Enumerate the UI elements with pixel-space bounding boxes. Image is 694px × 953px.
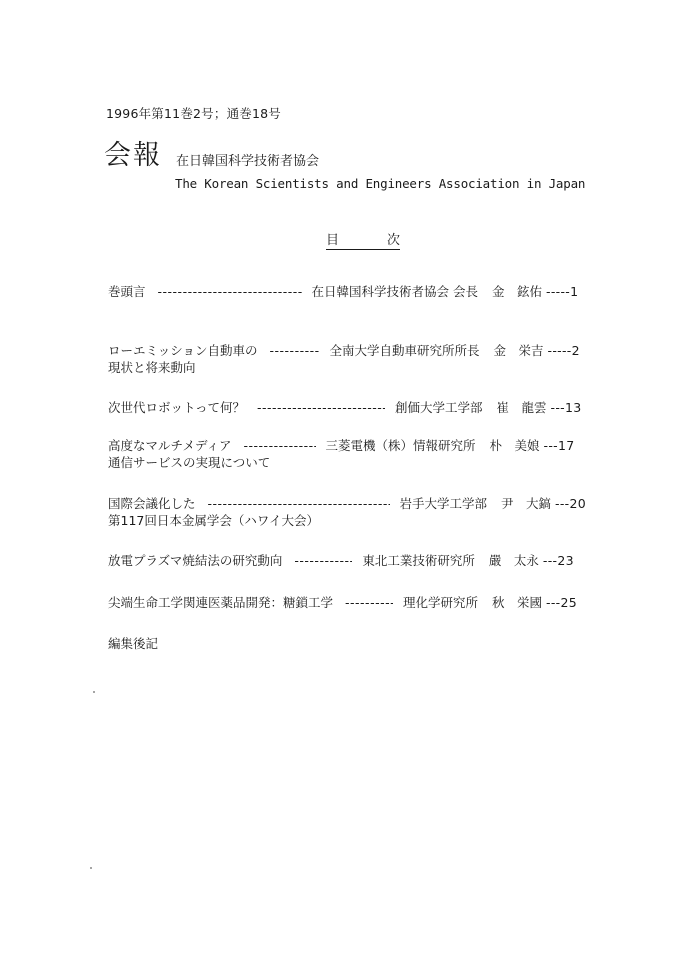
entry-author: 朴 美娘: [489, 438, 540, 453]
entry-title: ローエミッション自動車の: [108, 343, 258, 358]
association-name-english: The Korean Scientists and Engineers Association in Japan: [175, 176, 586, 191]
entry-page: -----2: [547, 343, 580, 358]
entry-page: ---20: [555, 496, 586, 511]
entry-page: ---25: [546, 595, 577, 610]
bulletin-title: 会報: [104, 140, 162, 171]
leader-dashes: [208, 495, 390, 512]
toc-heading-left: 目: [326, 233, 340, 248]
toc-entry: [108, 283, 614, 300]
entry-author: 尹 大鎬: [501, 496, 552, 511]
toc-entry: [108, 437, 614, 471]
toc-entry: [108, 552, 614, 569]
entry-title-continued: 現状と将来動向: [108, 360, 196, 375]
entry-page: ---13: [550, 400, 582, 415]
leader-dashes: [158, 283, 302, 300]
entry-title: 次世代ロボットって何？: [108, 400, 246, 415]
toc-entry: [108, 399, 614, 416]
entry-affiliation: 創価大学工学部: [395, 400, 483, 415]
toc-heading: [326, 229, 400, 250]
entry-affiliation: 東北工業技術研究所: [362, 553, 475, 568]
association-name-japanese: 在日韓国科学技術者協会: [176, 154, 320, 169]
entry-page: -----1: [546, 284, 579, 299]
entry-title: 放電プラズマ焼結法の研究動向: [108, 553, 283, 568]
toc-entry: [108, 495, 614, 529]
entry-author: 崔 龍雲: [496, 400, 547, 415]
toc-heading-right: 次: [386, 233, 400, 248]
scan-speck: [93, 691, 95, 693]
leader-dashes: [244, 437, 316, 454]
leader-dashes: [345, 594, 393, 611]
entry-author: 金 栄吉: [493, 343, 544, 358]
entry-affiliation: 在日韓国科学技術者協会 会長: [311, 284, 478, 299]
entry-title-continued: 通信サービスの実現について: [108, 455, 271, 470]
leader-dashes: [270, 342, 320, 359]
entry-author: 嚴 太永: [488, 553, 539, 568]
issue-info: 1996年第11巻2号；通巻18号: [106, 106, 281, 121]
entry-affiliation: 理化学研究所: [403, 595, 479, 610]
entry-author: 秋 栄國: [492, 595, 543, 610]
toc-entry: [108, 342, 614, 376]
entry-author: 金 鉉佑: [492, 284, 543, 299]
entry-affiliation: 岩手大学工学部: [399, 496, 488, 511]
leader-dashes: [294, 552, 352, 569]
scan-speck: [90, 867, 92, 869]
entry-page: ---17: [543, 438, 575, 453]
entry-affiliation: 全南大学自動車研究所所長: [329, 343, 480, 358]
toc-entry: [108, 594, 614, 611]
entry-title-continued: 第117回日本金属学会（ハワイ大会）: [108, 513, 319, 528]
entry-affiliation: 三菱電機（株）情報研究所: [325, 438, 476, 453]
entry-title: 巻頭言: [108, 284, 146, 299]
entry-page: ---23: [542, 553, 574, 568]
entry-title: 高度なマルチメディア: [108, 438, 232, 453]
editors-afterword: 編集後記: [108, 636, 159, 651]
leader-dashes: [257, 399, 385, 416]
entry-title: 国際会議化した: [108, 496, 196, 511]
entry-title: 尖端生命工学関連医薬品開発：糖鎖工学: [108, 595, 334, 610]
